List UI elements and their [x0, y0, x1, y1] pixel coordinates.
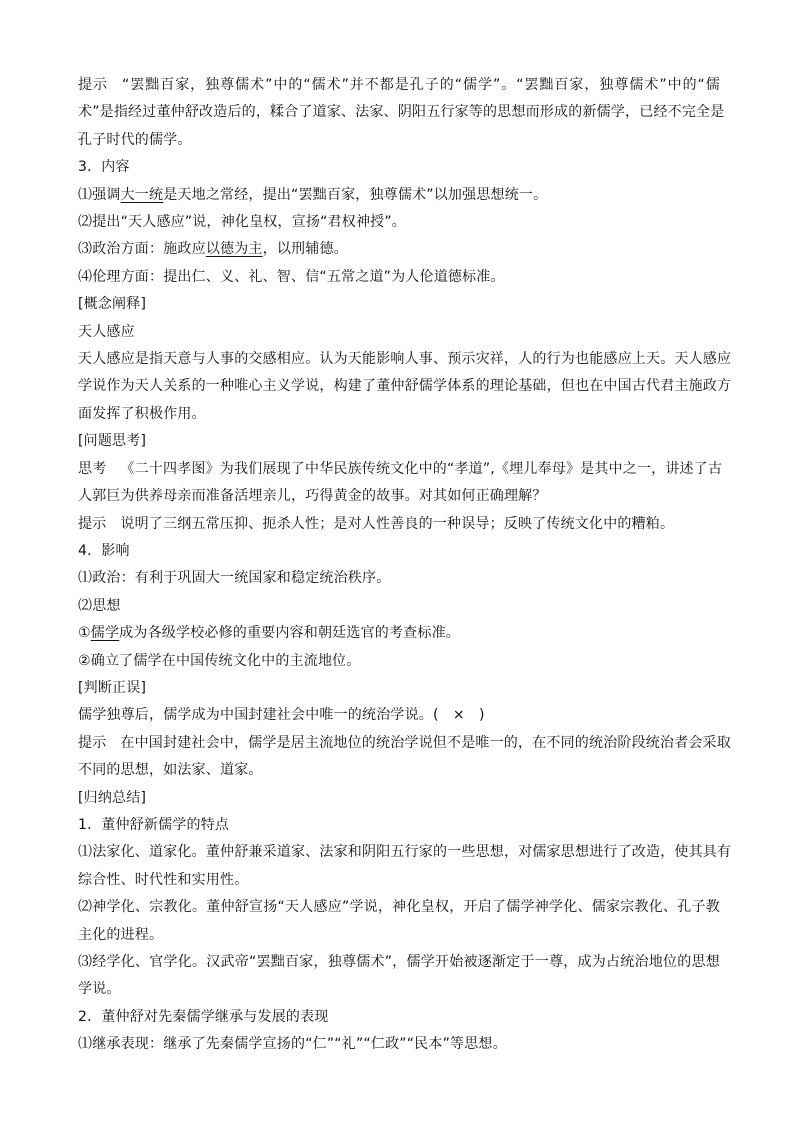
list-item [78, 182, 720, 209]
tip-line-1 [78, 72, 720, 99]
paragraph-line: 主化的进程。 [78, 926, 164, 943]
paragraph-line: 学说作为天人关系的一种唯心主义学说，构建了董仲舒儒学体系的理论基础，但也在中国古代君主施政方 [78, 378, 732, 395]
text-span: 成为各级学校必修的重要内容和朝廷选官的考查标准。 [119, 625, 460, 642]
paragraph-line: 术”是指经过董仲舒改造后的，糅合了道家、法家、阴阳五行家等的思想而形成的新儒学，已经不完全是 [78, 104, 725, 121]
paragraph-line: 不同的思想，如法家、道家。 [78, 762, 263, 779]
question-label: 思考 [78, 460, 107, 477]
question-text: 《二十四孝图》为我们展现了中华民族传统文化中的“孝道”,《埋儿奉母》是其中之一，讲述了古 [120, 460, 723, 477]
list-item: ⑵思想 [78, 597, 121, 614]
term-title: 天人感应 [78, 323, 135, 340]
section-heading: 4．影响 [78, 542, 130, 559]
document-page [78, 72, 732, 1059]
judgement-statement: 儒学独尊后，儒学成为中国封建社会中唯一的统治学说。( × ) [78, 707, 485, 724]
list-item [78, 620, 720, 647]
tip-text: 在中国封建社会中，儒学是居主流地位的统治学说但不是唯一的，在不同的统治阶段统治者会采取 [120, 734, 732, 751]
tip-line [78, 730, 732, 757]
list-item: ⑴继承表现：继承了先秦儒学宣扬的“仁”“礼”“仁政”“民本”等思想。 [78, 1036, 507, 1053]
paragraph-line: 人郭巨为供养母亲而准备活埋亲儿，巧得黄金的故事。对其如何正确理解？ [78, 488, 547, 505]
list-item: ⑶经学化、官学化。汉武帝“罢黜百家，独尊儒术”，儒学开始被逐渐定于一尊，成为占统治地位的思想 [78, 954, 720, 970]
bracket-heading: [判断正误] [78, 679, 147, 696]
paragraph-line: 天人感应是指天意与人事的交感相应。认为天能影响人事、预示灾祥，人的行为也能感应上天。天人感应 [78, 351, 732, 368]
paragraph-line: 综合性、时代性和实用性。 [78, 871, 249, 888]
question-line [78, 456, 723, 483]
list-item: ⑵神学化、宗教化。董仲舒宣扬“天人感应”学说，神化皇权，开启了儒学神学化、儒家宗教化、孔子教 [78, 899, 720, 916]
paragraph-line: 孔子时代的儒学。 [78, 131, 192, 148]
section-heading: 2．董仲舒对先秦儒学继承与发展的表现 [78, 1008, 329, 1025]
underlined-term: 以德为主 [205, 241, 263, 258]
text-span: ⑶政治方面：施政应 [78, 241, 206, 258]
tip-text: “罢黜百家，独尊儒术”中的“儒术”并不都是孔子的“儒学”。“罢黜百家，独尊儒术”中的“儒 [121, 77, 720, 93]
tip-line [78, 511, 720, 538]
list-item [78, 236, 720, 263]
paragraph-line: 面发挥了积极作用。 [78, 405, 206, 422]
section-heading: 3．内容 [78, 159, 130, 176]
underlined-term: 儒学 [90, 625, 120, 642]
text-span: ① [78, 625, 91, 642]
tip-label: 提示 [78, 515, 107, 532]
list-item: ②确立了儒学在中国传统文化中的主流地位。 [78, 652, 361, 669]
list-item: ⑴法家化、道家化。董仲舒兼采道家、法家和阴阳五行家的一些思想，对儒家思想进行了改造，使其具有 [78, 844, 732, 861]
bracket-heading: [概念阐释] [78, 296, 147, 313]
text-span: ，以刑辅德。 [262, 241, 348, 258]
list-item: ⑵提出“天人感应”说，神化皇权，宣扬“君权神授”。 [78, 214, 407, 231]
tip-text: 说明了三纲五常压抑、扼杀人性；是对人性善良的一种误导；反映了传统文化中的糟粕。 [120, 515, 675, 532]
section-heading: 1．董仲舒新儒学的特点 [78, 816, 230, 833]
tip-label: 提示 [78, 77, 108, 93]
bracket-heading: [问题思考] [78, 433, 147, 450]
tip-label: 提示 [78, 734, 107, 751]
text-span: 是天地之常经，提出“罢黜百家，独尊儒术”以加强思想统一。 [163, 186, 548, 203]
bracket-heading: [归纳总结] [78, 789, 147, 806]
list-item: ⑷伦理方面：提出仁、义、礼、智、信“五常之道”为人伦道德标准。 [78, 268, 505, 285]
paragraph-line: 学说。 [78, 981, 121, 998]
underlined-term: 大一统 [120, 186, 164, 203]
text-span: ⑴强调 [78, 186, 121, 203]
list-item: ⑴政治：有利于巩固大一统国家和稳定统治秩序。 [78, 570, 391, 587]
